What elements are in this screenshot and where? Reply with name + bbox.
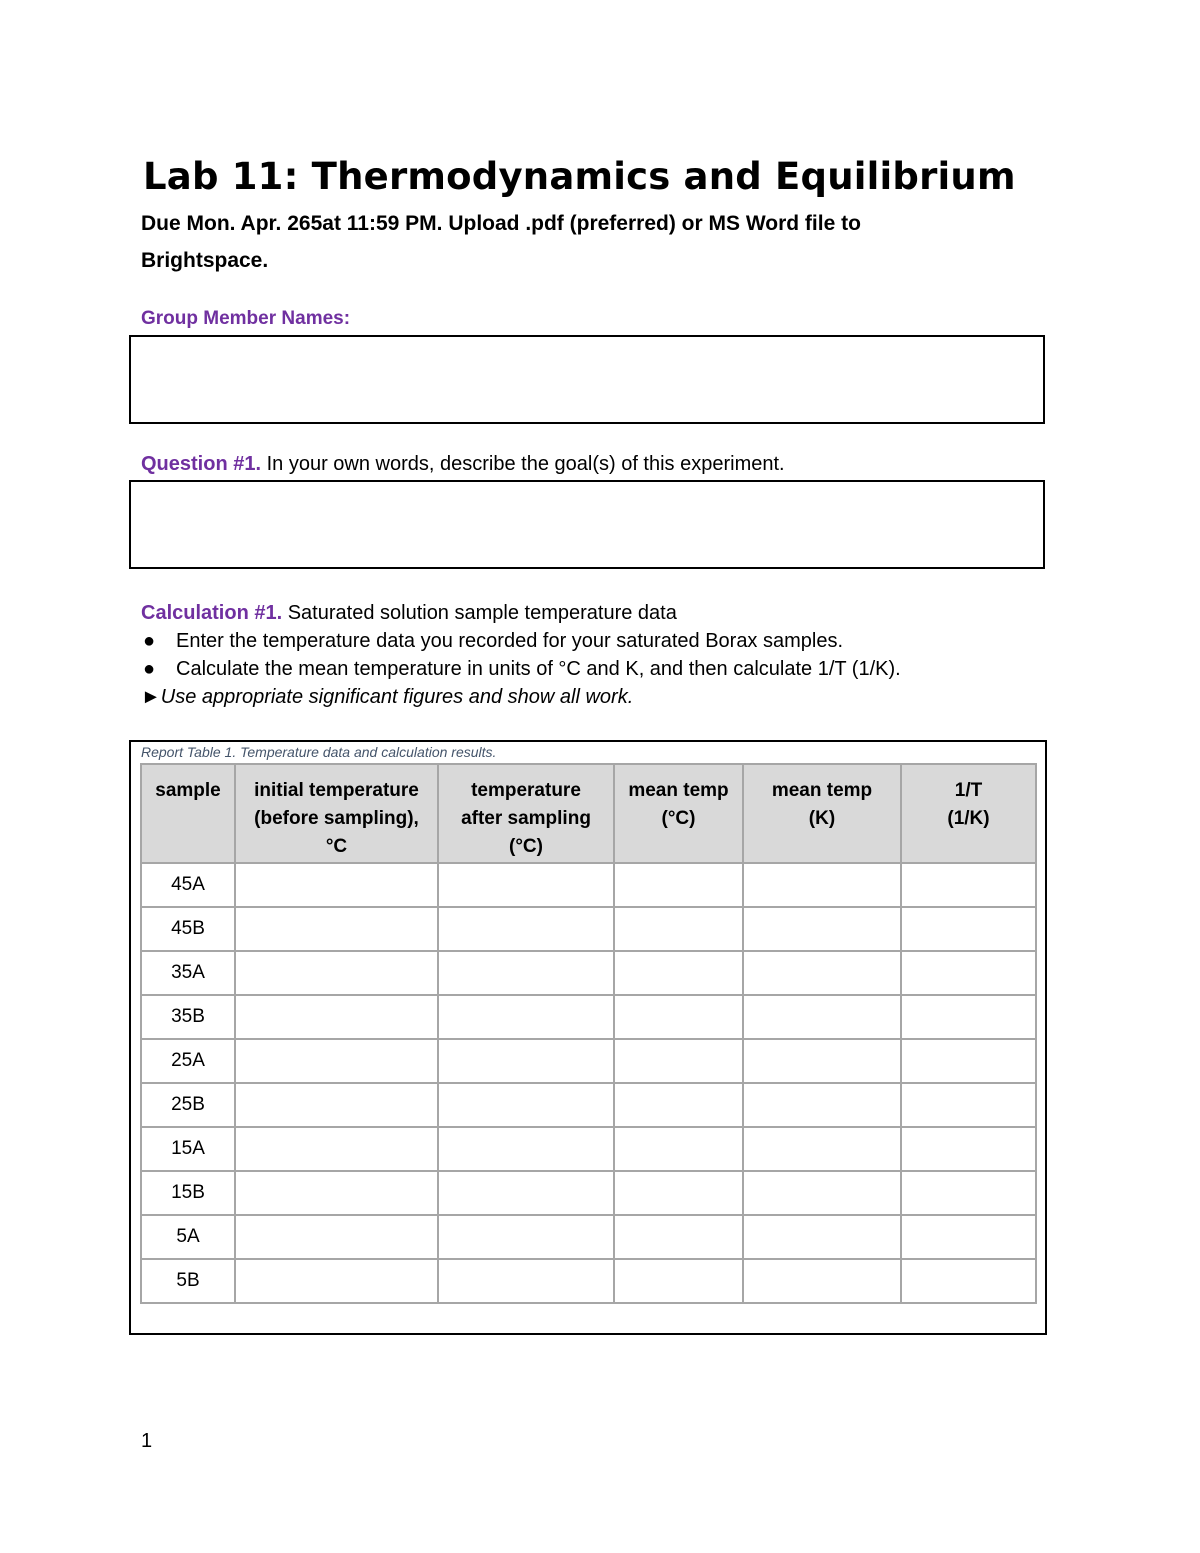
data-entry-cell[interactable] <box>614 995 743 1039</box>
data-entry-cell[interactable] <box>438 1039 614 1083</box>
data-entry-cell[interactable] <box>743 1171 901 1215</box>
question-1-label: Question #1. <box>141 453 262 475</box>
data-entry-cell[interactable] <box>901 907 1036 951</box>
table-row <box>141 1259 1036 1303</box>
header-line: sample <box>155 780 221 801</box>
sample-id-cell: 25A <box>141 1039 235 1083</box>
data-entry-cell[interactable] <box>235 1039 438 1083</box>
sample-id-cell: 45B <box>141 907 235 951</box>
sample-id-cell: 45A <box>141 863 235 907</box>
calculation-1 <box>141 599 1041 711</box>
list-item <box>141 655 1041 683</box>
data-entry-cell[interactable] <box>438 995 614 1039</box>
data-entry-cell[interactable] <box>901 863 1036 907</box>
question-1-answer-box[interactable] <box>129 480 1045 569</box>
data-entry-cell[interactable] <box>614 1215 743 1259</box>
header-mean-temp-k <box>743 764 901 863</box>
sample-id-cell: 25B <box>141 1083 235 1127</box>
data-entry-cell[interactable] <box>614 907 743 951</box>
data-entry-cell[interactable] <box>743 1039 901 1083</box>
data-entry-cell[interactable] <box>438 1171 614 1215</box>
data-entry-cell[interactable] <box>235 1171 438 1215</box>
due-line-2: Brightspace. <box>141 249 269 272</box>
data-entry-cell[interactable] <box>614 1171 743 1215</box>
due-line-1: Due Mon. Apr. 265at 11:59 PM. Upload .pdf (preferred) or MS Word file to <box>141 212 861 235</box>
data-entry-cell[interactable] <box>901 951 1036 995</box>
table-row <box>141 1215 1036 1259</box>
data-entry-cell[interactable] <box>743 995 901 1039</box>
data-entry-cell[interactable] <box>743 1215 901 1259</box>
header-line: after sampling <box>461 808 591 829</box>
sample-id-cell: 35B <box>141 995 235 1039</box>
header-line: mean temp <box>771 780 873 801</box>
header-line: °C <box>325 836 348 857</box>
header-line: (°C) <box>509 836 543 857</box>
page-title: Lab 11: Thermodynamics and Equilibrium <box>143 155 1016 198</box>
question-1-text: In your own words, describe the goal(s) of this experiment. <box>261 453 785 475</box>
table-row <box>141 1039 1036 1083</box>
data-entry-cell[interactable] <box>901 1083 1036 1127</box>
header-line: (°C) <box>661 808 696 829</box>
data-entry-cell[interactable] <box>901 1259 1036 1303</box>
report-table-1 <box>140 763 1037 1304</box>
table-header-row <box>141 764 1036 863</box>
table-caption: Report Table 1. Temperature data and calculation results. <box>141 744 497 760</box>
data-entry-cell[interactable] <box>235 1215 438 1259</box>
data-entry-cell[interactable] <box>614 1259 743 1303</box>
data-entry-cell[interactable] <box>901 1127 1036 1171</box>
data-entry-cell[interactable] <box>438 863 614 907</box>
data-entry-cell[interactable] <box>614 951 743 995</box>
data-entry-cell[interactable] <box>438 1215 614 1259</box>
page-number: 1 <box>141 1430 153 1452</box>
header-initial-temperature <box>235 764 438 863</box>
group-member-names-box[interactable] <box>129 335 1045 424</box>
table-row <box>141 1127 1036 1171</box>
table-row <box>141 1171 1036 1215</box>
data-entry-cell[interactable] <box>235 907 438 951</box>
data-entry-cell[interactable] <box>901 1039 1036 1083</box>
arrow-right-icon: ► <box>141 686 161 708</box>
sample-id-cell: 35A <box>141 951 235 995</box>
header-line: (before sampling), <box>254 808 419 829</box>
data-entry-cell[interactable] <box>438 951 614 995</box>
data-entry-cell[interactable] <box>235 995 438 1039</box>
data-entry-cell[interactable] <box>438 1083 614 1127</box>
bullet-icon: ● <box>143 658 156 680</box>
table-row <box>141 951 1036 995</box>
sample-id-cell: 5B <box>141 1259 235 1303</box>
header-sample <box>141 764 235 863</box>
data-entry-cell[interactable] <box>614 863 743 907</box>
table-row <box>141 907 1036 951</box>
header-line: (1/K) <box>947 808 990 829</box>
data-entry-cell[interactable] <box>743 951 901 995</box>
data-entry-cell[interactable] <box>901 1171 1036 1215</box>
data-entry-cell[interactable] <box>614 1127 743 1171</box>
table-row <box>141 1083 1036 1127</box>
header-mean-temp-c <box>614 764 743 863</box>
sample-id-cell: 15B <box>141 1171 235 1215</box>
header-temperature-after <box>438 764 614 863</box>
data-entry-cell[interactable] <box>235 1083 438 1127</box>
bullet-icon: ● <box>143 630 156 652</box>
header-line: (K) <box>808 808 836 829</box>
header-inverse-t <box>901 764 1036 863</box>
table-body <box>141 863 1036 1303</box>
list-item <box>141 627 1041 655</box>
data-entry-cell[interactable] <box>743 863 901 907</box>
table-row <box>141 863 1036 907</box>
sample-id-cell: 15A <box>141 1127 235 1171</box>
calculation-1-instructions <box>141 627 1041 683</box>
calculation-1-text: Saturated solution sample temperature data <box>282 602 677 624</box>
data-entry-cell[interactable] <box>235 1127 438 1171</box>
data-entry-cell[interactable] <box>743 907 901 951</box>
bullet-text: Enter the temperature data you recorded for your saturated Borax samples. <box>176 630 844 652</box>
sample-id-cell: 5A <box>141 1215 235 1259</box>
data-entry-cell[interactable] <box>235 951 438 995</box>
data-entry-cell[interactable] <box>235 1259 438 1303</box>
header-line: temperature <box>471 780 581 801</box>
group-member-label: Group Member Names: <box>141 308 351 329</box>
bullet-text: Calculate the mean temperature in units of °C and K, and then calculate 1/T (1/K). <box>176 658 901 680</box>
table-row <box>141 995 1036 1039</box>
header-line: 1/T <box>954 780 983 801</box>
data-entry-cell[interactable] <box>235 863 438 907</box>
data-entry-cell[interactable] <box>901 995 1036 1039</box>
data-entry-cell[interactable] <box>438 1127 614 1171</box>
data-entry-cell[interactable] <box>438 1259 614 1303</box>
calculation-1-label: Calculation #1. <box>141 602 283 624</box>
data-entry-cell[interactable] <box>901 1215 1036 1259</box>
question-1 <box>141 453 785 476</box>
data-entry-cell[interactable] <box>614 1039 743 1083</box>
header-line: initial temperature <box>254 780 419 801</box>
data-entry-cell[interactable] <box>743 1259 901 1303</box>
data-entry-cell[interactable] <box>614 1083 743 1127</box>
header-line: mean temp <box>628 780 729 801</box>
data-entry-cell[interactable] <box>743 1083 901 1127</box>
due-date-text <box>141 205 1041 279</box>
calculation-1-note: Use appropriate significant figures and show all work. <box>160 686 634 708</box>
data-entry-cell[interactable] <box>743 1127 901 1171</box>
data-entry-cell[interactable] <box>438 907 614 951</box>
